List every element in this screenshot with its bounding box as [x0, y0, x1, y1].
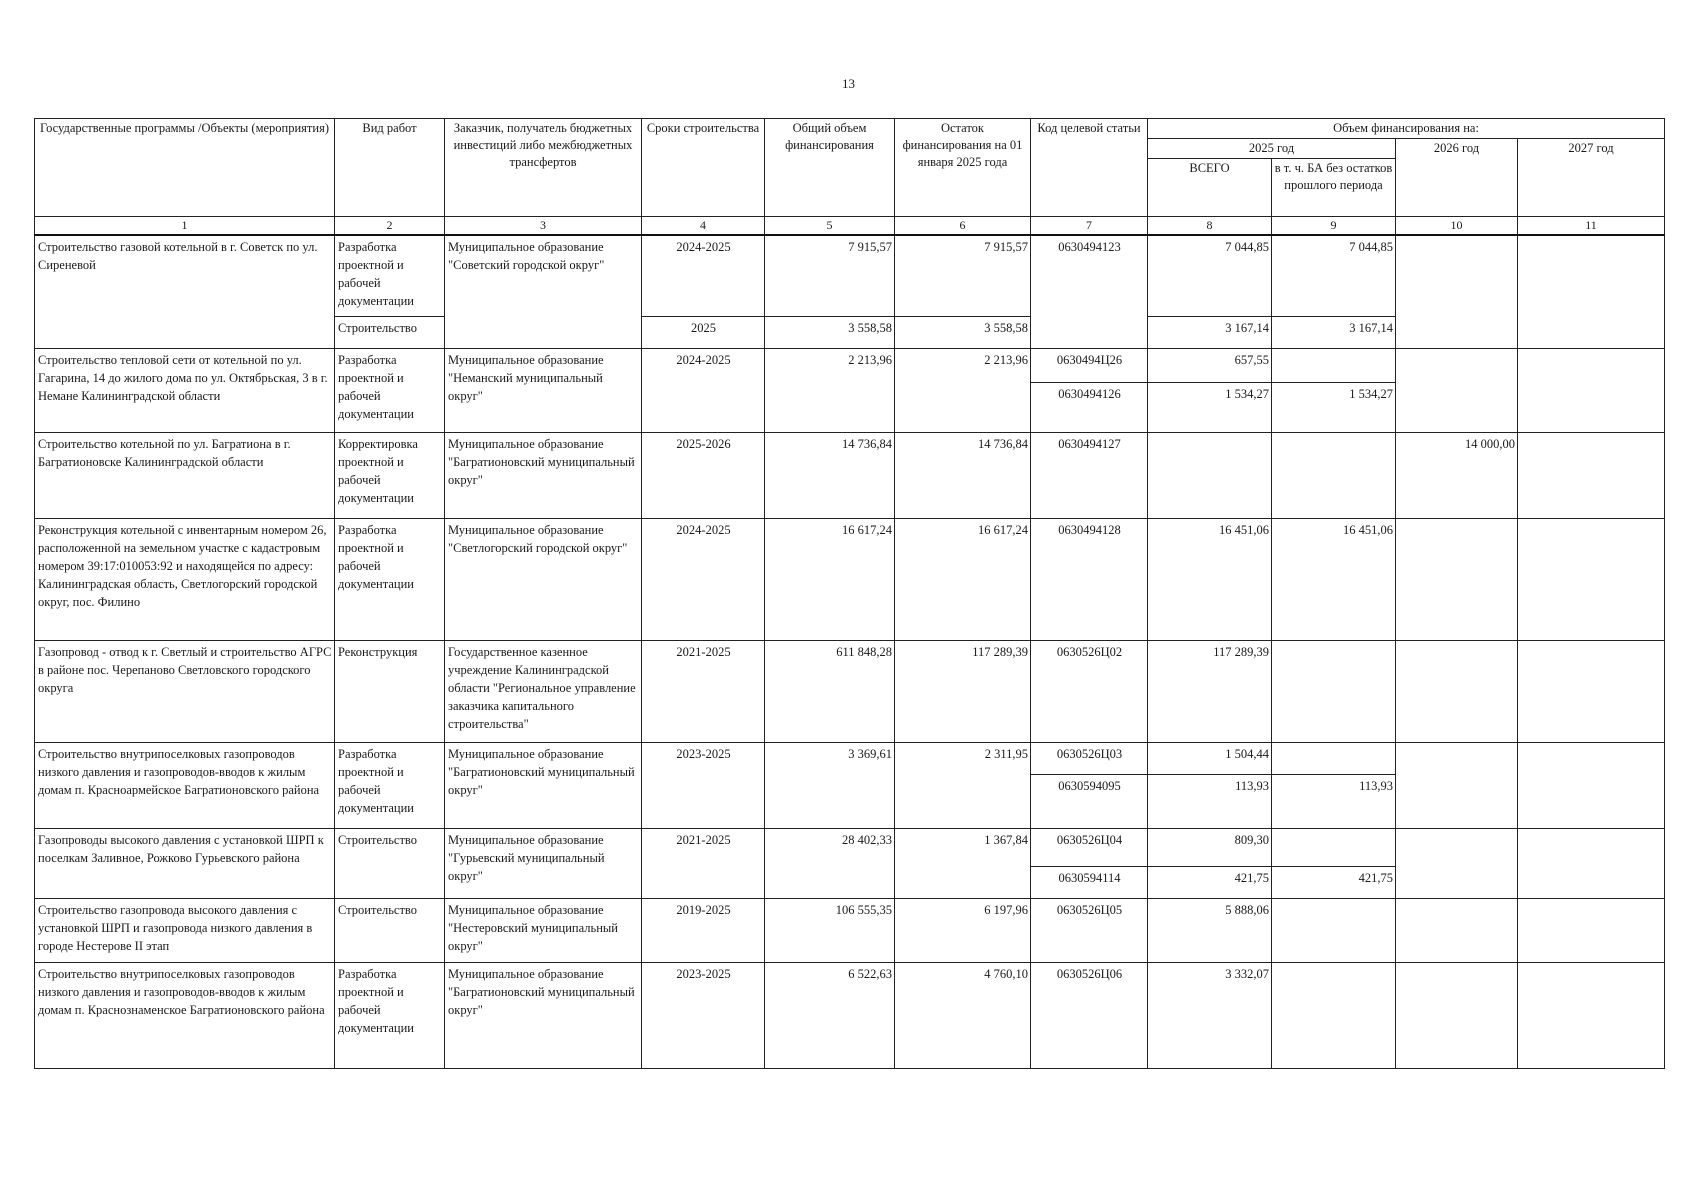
ba-2025: 16 451,06: [1272, 519, 1396, 641]
total-funding: 6 522,63: [765, 963, 895, 1069]
header-programs: Государственные программы /Объекты (мероприятия): [35, 119, 335, 217]
customer: Муниципальное образование "Светлогорский городской округ": [445, 519, 642, 641]
customer: Муниципальное образование "Неманский муниципальный округ": [445, 349, 642, 433]
terms: 2023-2025: [642, 963, 765, 1069]
total-2025: 113,93: [1148, 775, 1272, 829]
ba-2025: 7 044,85: [1272, 235, 1396, 317]
terms: 2023-2025: [642, 743, 765, 829]
column-number: 1: [35, 217, 335, 235]
column-number: 7: [1031, 217, 1148, 235]
customer: Государственное казенное учреждение Калининградской области "Региональное управление заказчика капитального строительства": [445, 641, 642, 743]
funding-2026: [1396, 235, 1518, 349]
remaining: 2 213,96: [895, 349, 1031, 433]
funding-2026: [1396, 963, 1518, 1069]
column-number: 8: [1148, 217, 1272, 235]
funding-2026: [1396, 899, 1518, 963]
remaining: 4 760,10: [895, 963, 1031, 1069]
table-row: [35, 743, 1665, 775]
funding-2027: [1518, 349, 1665, 433]
remaining: 14 736,84: [895, 433, 1031, 519]
object-name: Газопровод - отвод к г. Светлый и строительство АГРС в районе пос. Черепаново Светловского городского округа: [35, 641, 335, 743]
table-row: [35, 235, 1665, 317]
header-incl-ba: в т. ч. БА без остатков прошлого периода: [1272, 159, 1396, 217]
object-name: Строительство газовой котельной в г. Советск по ул. Сиреневой: [35, 235, 335, 349]
terms: 2025-2026: [642, 433, 765, 519]
code: 0630526Ц05: [1031, 899, 1148, 963]
total-2025: 657,55: [1148, 349, 1272, 383]
code: 0630494127: [1031, 433, 1148, 519]
header-total-funding: Общий объем финансирования: [765, 119, 895, 217]
page-number: 13: [842, 76, 855, 91]
code: 0630494123: [1031, 235, 1148, 349]
column-number: 10: [1396, 217, 1518, 235]
funding-2026: [1396, 519, 1518, 641]
financing-table: [34, 118, 1665, 1069]
customer: Муниципальное образование "Багратионовский муниципальный округ": [445, 963, 642, 1069]
ba-2025: [1272, 349, 1396, 383]
funding-2027: [1518, 519, 1665, 641]
table-row: [35, 519, 1665, 641]
funding-2026: [1396, 743, 1518, 829]
ba-2025: [1272, 743, 1396, 775]
funding-2027: [1518, 235, 1665, 349]
code: 0630494128: [1031, 519, 1148, 641]
total-2025: 3 167,14: [1148, 317, 1272, 349]
header-row: [35, 119, 1665, 139]
funding-2027: [1518, 899, 1665, 963]
ba-2025: 113,93: [1272, 775, 1396, 829]
total-2025: 809,30: [1148, 829, 1272, 867]
code: 0630526Ц04: [1031, 829, 1148, 867]
header-year-2027: 2027 год: [1518, 139, 1665, 217]
header-code: Код целевой статьи: [1031, 119, 1148, 217]
object-name: Строительство газопровода высокого давления с установкой ШРП и газопровода низкого давления в городе Нестерове II этап: [35, 899, 335, 963]
table-row: [35, 899, 1665, 963]
column-number: 9: [1272, 217, 1396, 235]
customer: Муниципальное образование "Багратионовский муниципальный округ": [445, 743, 642, 829]
terms: 2024-2025: [642, 349, 765, 433]
terms: 2024-2025: [642, 519, 765, 641]
customer: Муниципальное образование "Нестеровский муниципальный округ": [445, 899, 642, 963]
total-2025: 3 332,07: [1148, 963, 1272, 1069]
funding-2027: [1518, 829, 1665, 899]
work-type: Разработка проектной и рабочей документации: [335, 743, 445, 829]
header-terms: Сроки строительства: [642, 119, 765, 217]
work-type: Разработка проектной и рабочей документации: [335, 963, 445, 1069]
total-2025: 421,75: [1148, 867, 1272, 899]
terms: 2021-2025: [642, 641, 765, 743]
funding-2027: [1518, 641, 1665, 743]
remaining: 1 367,84: [895, 829, 1031, 899]
total-funding: 106 555,35: [765, 899, 895, 963]
remaining: 6 197,96: [895, 899, 1031, 963]
terms: 2024-2025: [642, 235, 765, 317]
header-work-type: Вид работ: [335, 119, 445, 217]
ba-2025: [1272, 641, 1396, 743]
terms: 2021-2025: [642, 829, 765, 899]
total-funding: 2 213,96: [765, 349, 895, 433]
total-funding: 16 617,24: [765, 519, 895, 641]
column-number: 2: [335, 217, 445, 235]
remaining: 16 617,24: [895, 519, 1031, 641]
column-number: 11: [1518, 217, 1665, 235]
work-type: Разработка проектной и рабочей документации: [335, 235, 445, 317]
total-2025: 1 504,44: [1148, 743, 1272, 775]
table-row: [35, 433, 1665, 519]
remaining: 3 558,58: [895, 317, 1031, 349]
total-2025: 16 451,06: [1148, 519, 1272, 641]
funding-2026: 14 000,00: [1396, 433, 1518, 519]
ba-2025: [1272, 899, 1396, 963]
header-total: ВСЕГО: [1148, 159, 1272, 217]
ba-2025: [1272, 963, 1396, 1069]
ba-2025: 421,75: [1272, 867, 1396, 899]
header-year-2026: 2026 год: [1396, 139, 1518, 217]
work-type: Реконструкция: [335, 641, 445, 743]
code: 0630526Ц06: [1031, 963, 1148, 1069]
total-funding: 3 558,58: [765, 317, 895, 349]
funding-2026: [1396, 829, 1518, 899]
ba-2025: 1 534,27: [1272, 383, 1396, 433]
column-number: 6: [895, 217, 1031, 235]
work-type: Строительство: [335, 829, 445, 899]
terms: 2019-2025: [642, 899, 765, 963]
total-2025: 5 888,06: [1148, 899, 1272, 963]
remaining: 7 915,57: [895, 235, 1031, 317]
customer: Муниципальное образование "Гурьевский муниципальный округ": [445, 829, 642, 899]
work-type: Строительство: [335, 899, 445, 963]
total-funding: 14 736,84: [765, 433, 895, 519]
total-2025: 117 289,39: [1148, 641, 1272, 743]
header-customer: Заказчик, получатель бюджетных инвестиций либо межбюджетных трансфертов: [445, 119, 642, 217]
code: 0630526Ц03: [1031, 743, 1148, 775]
total-funding: 7 915,57: [765, 235, 895, 317]
column-number: 4: [642, 217, 765, 235]
remaining: 117 289,39: [895, 641, 1031, 743]
header-funding: Объем финансирования на:: [1148, 119, 1665, 139]
ba-2025: 3 167,14: [1272, 317, 1396, 349]
header-year-2025: 2025 год: [1148, 139, 1396, 159]
code: 0630526Ц02: [1031, 641, 1148, 743]
header-remaining: Остаток финансирования на 01 января 2025 года: [895, 119, 1031, 217]
customer: Муниципальное образование "Советский городской округ": [445, 235, 642, 349]
code: 0630594095: [1031, 775, 1148, 829]
column-number: 5: [765, 217, 895, 235]
object-name: Строительство внутрипоселковых газопроводов низкого давления и газопроводов-вводов к жилым домам п. Краснознаменское Багратионовского района: [35, 963, 335, 1069]
code: 0630594114: [1031, 867, 1148, 899]
funding-2027: [1518, 433, 1665, 519]
total-funding: 3 369,61: [765, 743, 895, 829]
object-name: Газопроводы высокого давления с установкой ШРП к поселкам Заливное, Рожково Гурьевского района: [35, 829, 335, 899]
work-type: Разработка проектной и рабочей документации: [335, 349, 445, 433]
ba-2025: [1272, 433, 1396, 519]
total-2025: 1 534,27: [1148, 383, 1272, 433]
total-2025: 7 044,85: [1148, 235, 1272, 317]
customer: Муниципальное образование "Багратионовский муниципальный округ": [445, 433, 642, 519]
work-type: Разработка проектной и рабочей документации: [335, 519, 445, 641]
funding-2027: [1518, 963, 1665, 1069]
column-numbers-row: [35, 217, 1665, 235]
table-row: [35, 349, 1665, 383]
terms: 2025: [642, 317, 765, 349]
column-number: 3: [445, 217, 642, 235]
work-type: Корректировка проектной и рабочей документации: [335, 433, 445, 519]
funding-2027: [1518, 743, 1665, 829]
ba-2025: [1272, 829, 1396, 867]
work-type: Строительство: [335, 317, 445, 349]
funding-2026: [1396, 641, 1518, 743]
object-name: Строительство внутрипоселковых газопроводов низкого давления и газопроводов-вводов к жилым домам п. Красноармейское Багратионовского района: [35, 743, 335, 829]
object-name: Строительство котельной по ул. Багратиона в г. Багратионовске Калининградской области: [35, 433, 335, 519]
code: 0630494Ц26: [1031, 349, 1148, 383]
table-row: [35, 641, 1665, 743]
object-name: Реконструкция котельной с инвентарным номером 26, расположенной на земельном участке с кадастровым номером 39:17:010053:92 и находящейся по адресу: Калининградская область, Светлогорский городской округ, пос. Филино: [35, 519, 335, 641]
remaining: 2 311,95: [895, 743, 1031, 829]
object-name: Строительство тепловой сети от котельной по ул. Гагарина, 14 до жилого дома по ул. Октябрьская, 3 в г. Немане Калининградской области: [35, 349, 335, 433]
table-row: [35, 963, 1665, 1069]
total-funding: 28 402,33: [765, 829, 895, 899]
total-2025: [1148, 433, 1272, 519]
code: 0630494126: [1031, 383, 1148, 433]
table-row: [35, 829, 1665, 867]
total-funding: 611 848,28: [765, 641, 895, 743]
funding-2026: [1396, 349, 1518, 433]
